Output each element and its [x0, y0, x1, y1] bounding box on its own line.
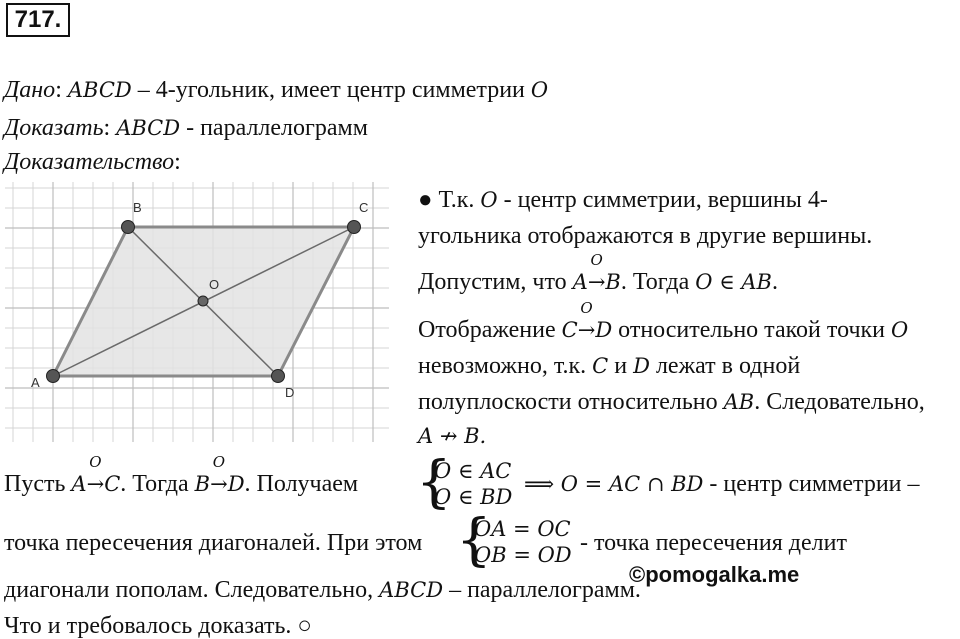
parallelogram-figure [5, 182, 389, 442]
system-brace-2: { [456, 508, 492, 573]
system-brace-1: { [416, 450, 452, 515]
mapping-arrow: O → [587, 251, 606, 294]
body-line-8-tail: ⟹ O = AC ∩ BD - центр симметрии – [524, 471, 920, 497]
point-a [47, 370, 60, 383]
given-quad: ABCD [67, 78, 132, 102]
point-o [198, 296, 208, 306]
system-1: O ∈ AC O ∈ BD [434, 459, 513, 509]
body-line-7: A ↛ B. [418, 424, 487, 448]
given-label: Дано [4, 77, 56, 103]
proof-label: Доказательство [4, 149, 175, 175]
label-c: C [359, 200, 369, 215]
body-line-9: точка пересечения диагоналей. При этом [4, 530, 423, 556]
body-line-8: Пусть A O →C. Тогда B O →D. Получаем [4, 453, 359, 497]
given-text: – 4-угольник, имеет центр симметрии [131, 77, 531, 103]
mapping-arrow: O → [210, 453, 228, 496]
body-line-3: Допустим, что A O →B. Тогда O ∈ AB. [418, 251, 778, 295]
body-line-2: угольника отображаются в другие вершины. [418, 223, 873, 249]
body-line-10: диагонали пополам. Следовательно, ABCD – параллелограмм. [4, 577, 641, 603]
body-line-9-tail: - точка пересечения делит [580, 530, 847, 556]
body-line-1: ● Т.к. O - центр симметрии, вершины 4- [418, 187, 828, 213]
mapping-arrow: O → [86, 453, 105, 496]
label-a: A [31, 375, 40, 390]
prove-quad: ABCD [116, 116, 181, 140]
body-line-4: Отображение C O →D относительно такой точки O [418, 299, 909, 343]
point-b [122, 221, 135, 234]
label-o: O [209, 277, 220, 292]
prove-text: - параллелограмм [180, 115, 368, 141]
point-c [348, 221, 361, 234]
problem-number: 717. [6, 3, 70, 37]
watermark: ©pomogalka.me [629, 562, 800, 587]
label-d: D [285, 385, 295, 400]
prove-label: Доказать [4, 115, 104, 141]
given-center: O [530, 78, 549, 102]
prove-line: Доказать: ABCD - параллелограмм [4, 115, 368, 141]
body-line-6: полуплоскости относительно AB. Следовательно, [418, 389, 925, 415]
body-line-5: невозможно, т.к. C и D лежат в одной [418, 353, 801, 379]
proof-label-line: Доказательство: [4, 149, 181, 175]
label-b: B [133, 200, 142, 215]
body-line-11: Что и требовалось доказать. ○ [4, 613, 312, 639]
point-d [272, 370, 285, 383]
mapping-arrow: O → [577, 299, 596, 342]
given-line: Дано: ABCD – 4-угольник, имеет центр симметрии O [4, 77, 549, 103]
system-2: OA = OC OB = OD [474, 517, 572, 567]
